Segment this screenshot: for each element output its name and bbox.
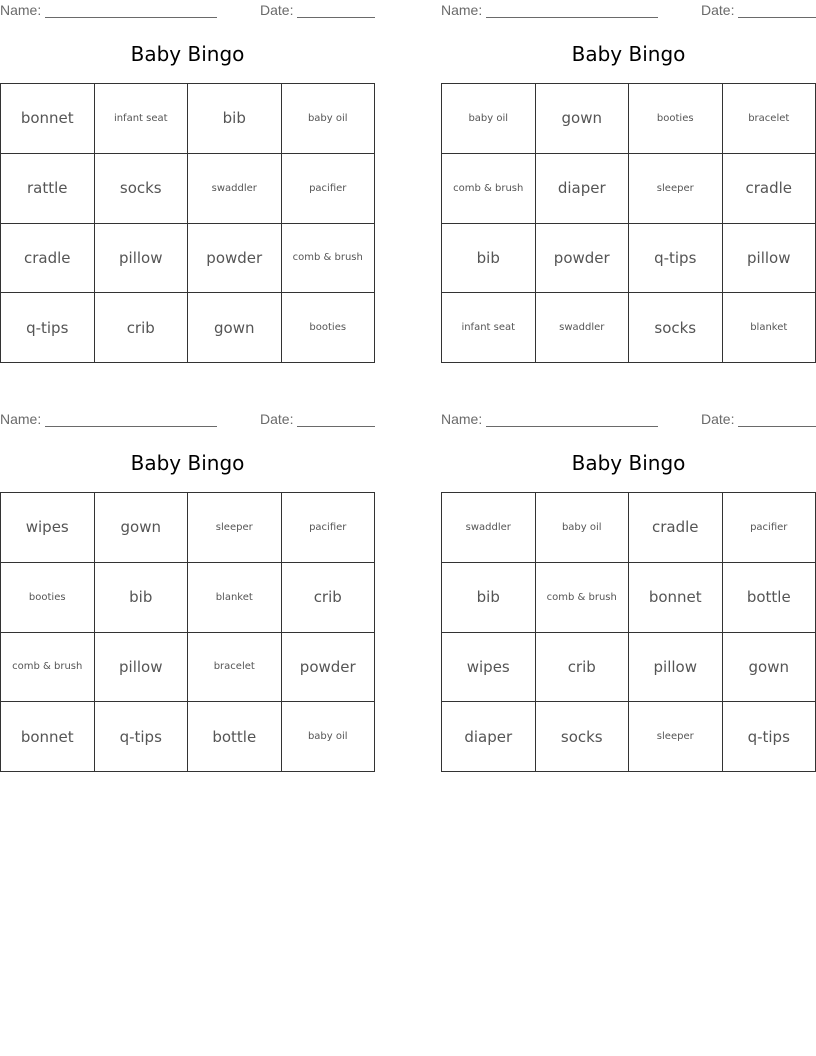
name-line bbox=[486, 426, 658, 427]
bingo-cell: comb & brush bbox=[282, 224, 376, 294]
bingo-cell: cradle bbox=[723, 154, 816, 224]
bingo-cell: q-tips bbox=[723, 702, 816, 772]
bingo-cell: crib bbox=[95, 293, 189, 363]
bingo-cell: comb & brush bbox=[1, 633, 95, 703]
bingo-cell: pillow bbox=[95, 224, 189, 294]
bingo-cell: socks bbox=[536, 702, 630, 772]
bingo-cell: bib bbox=[95, 563, 189, 633]
bingo-cell: sleeper bbox=[629, 702, 723, 772]
bingo-cell: powder bbox=[536, 224, 630, 294]
bingo-cell: bib bbox=[442, 563, 536, 633]
card-title: Baby Bingo bbox=[571, 42, 686, 66]
bingo-cell: pacifier bbox=[723, 493, 816, 563]
bingo-cell: baby oil bbox=[282, 702, 376, 772]
bingo-grid bbox=[0, 492, 375, 772]
bingo-cell: comb & brush bbox=[442, 154, 536, 224]
bingo-cell: q-tips bbox=[629, 224, 723, 294]
name-line bbox=[486, 17, 658, 18]
card-title: Baby Bingo bbox=[130, 42, 245, 66]
bingo-cell: blanket bbox=[723, 293, 816, 363]
card-title: Baby Bingo bbox=[130, 451, 245, 475]
bingo-cell: bracelet bbox=[723, 84, 816, 154]
name-label: Name: bbox=[0, 411, 42, 427]
bingo-cell: gown bbox=[95, 493, 189, 563]
card-title: Baby Bingo bbox=[571, 451, 686, 475]
bingo-cell: sleeper bbox=[629, 154, 723, 224]
bingo-cell: swaddler bbox=[536, 293, 630, 363]
date-line bbox=[738, 17, 816, 18]
date-label: Date: bbox=[701, 2, 735, 18]
date-label: Date: bbox=[260, 2, 294, 18]
bingo-cell: powder bbox=[188, 224, 282, 294]
bingo-cell: pillow bbox=[723, 224, 816, 294]
bingo-cell: blanket bbox=[188, 563, 282, 633]
bingo-cell: pacifier bbox=[282, 154, 376, 224]
bingo-cell: comb & brush bbox=[536, 563, 630, 633]
date-line bbox=[297, 426, 375, 427]
bingo-cell: gown bbox=[188, 293, 282, 363]
date-line bbox=[297, 17, 375, 18]
bingo-cell: infant seat bbox=[442, 293, 536, 363]
bingo-cell: bonnet bbox=[1, 84, 95, 154]
bingo-cell: booties bbox=[1, 563, 95, 633]
bingo-cell: bonnet bbox=[1, 702, 95, 772]
date-line bbox=[738, 426, 816, 427]
bingo-cell: swaddler bbox=[188, 154, 282, 224]
name-label: Name: bbox=[441, 411, 483, 427]
bingo-cell: gown bbox=[723, 633, 816, 703]
card-header bbox=[441, 411, 816, 429]
bingo-cell: crib bbox=[536, 633, 630, 703]
bingo-cell: socks bbox=[629, 293, 723, 363]
card-header bbox=[0, 2, 375, 20]
bingo-cell: diaper bbox=[536, 154, 630, 224]
bingo-cell: q-tips bbox=[95, 702, 189, 772]
name-label: Name: bbox=[441, 2, 483, 18]
bingo-grid bbox=[441, 492, 816, 772]
bingo-cell: wipes bbox=[1, 493, 95, 563]
date-label: Date: bbox=[701, 411, 735, 427]
bingo-cell: cradle bbox=[629, 493, 723, 563]
bingo-cell: bib bbox=[442, 224, 536, 294]
bingo-cell: infant seat bbox=[95, 84, 189, 154]
bingo-grid bbox=[0, 83, 375, 363]
bingo-cell: q-tips bbox=[1, 293, 95, 363]
bingo-cell: bottle bbox=[188, 702, 282, 772]
date-label: Date: bbox=[260, 411, 294, 427]
bingo-cell: powder bbox=[282, 633, 376, 703]
bingo-cell: bib bbox=[188, 84, 282, 154]
bingo-cell: socks bbox=[95, 154, 189, 224]
bingo-cell: diaper bbox=[442, 702, 536, 772]
bingo-cell: baby oil bbox=[282, 84, 376, 154]
bingo-cell: sleeper bbox=[188, 493, 282, 563]
bingo-cell: bracelet bbox=[188, 633, 282, 703]
bingo-cell: baby oil bbox=[536, 493, 630, 563]
name-line bbox=[45, 426, 217, 427]
bingo-cell: swaddler bbox=[442, 493, 536, 563]
name-line bbox=[45, 17, 217, 18]
bingo-cell: bottle bbox=[723, 563, 816, 633]
bingo-cell: pacifier bbox=[282, 493, 376, 563]
bingo-cell: crib bbox=[282, 563, 376, 633]
bingo-cell: wipes bbox=[442, 633, 536, 703]
bingo-cell: rattle bbox=[1, 154, 95, 224]
bingo-cell: booties bbox=[282, 293, 376, 363]
bingo-cell: gown bbox=[536, 84, 630, 154]
bingo-cell: pillow bbox=[629, 633, 723, 703]
name-label: Name: bbox=[0, 2, 42, 18]
card-header bbox=[0, 411, 375, 429]
bingo-cell: bonnet bbox=[629, 563, 723, 633]
bingo-cell: cradle bbox=[1, 224, 95, 294]
bingo-cell: baby oil bbox=[442, 84, 536, 154]
bingo-cell: booties bbox=[629, 84, 723, 154]
bingo-grid bbox=[441, 83, 816, 363]
card-header bbox=[441, 2, 816, 20]
bingo-cell: pillow bbox=[95, 633, 189, 703]
